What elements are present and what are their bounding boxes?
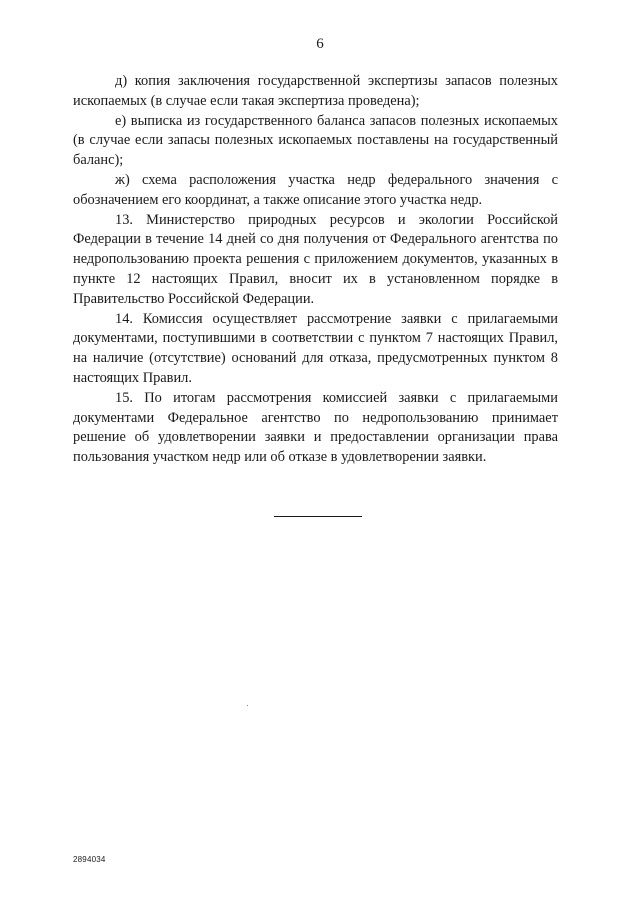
paragraph-13: 13. Министерство природных ресурсов и экологии Российской Федерации в течение 14 дней со дня получения от Федерального агентства по недропользованию проекта решения с приложением документов, указанных в пункте 12 настоящих Правил, вносит их в установленном порядке в Правительство Российской Федерации. [73,211,562,307]
paragraph-15: 15. По итогам рассмотрения комиссией заявки с прилагаемыми документами Федеральное агентство по недропользованию принимает решение об удовлетворении заявки и предоставлении организации права пользования участком недр или об отказе в удовлетворении заявки. [73,389,562,466]
paragraph-item-zh: ж) схема расположения участка недр федерального значения с обозначением его координат, а также описание этого участка недр. [73,171,562,208]
paragraph-14: 14. Комиссия осуществляет рассмотрение заявки с прилагаемыми документами, поступившими в соответствии с пунктом 7 настоящих Правил, на наличие (отсутствие) оснований для отказа, предусмотренных пунктом 8 настоящих Правил. [73,310,562,386]
paragraph-item-d: д) копия заключения государственной экспертизы запасов полезных ископаемых (в случае если такая экспертиза проведена); [73,73,562,109]
page-number: 6 [316,36,324,52]
end-divider [274,516,362,517]
document-code: 2894034 [73,855,106,864]
paragraph-item-e: е) выписка из государственного баланса запасов полезных ископаемых (в случае если запасы полезных ископаемых поставлены на государственный баланс); [73,112,562,169]
scan-artifact [247,705,248,706]
document-body [73,72,562,468]
